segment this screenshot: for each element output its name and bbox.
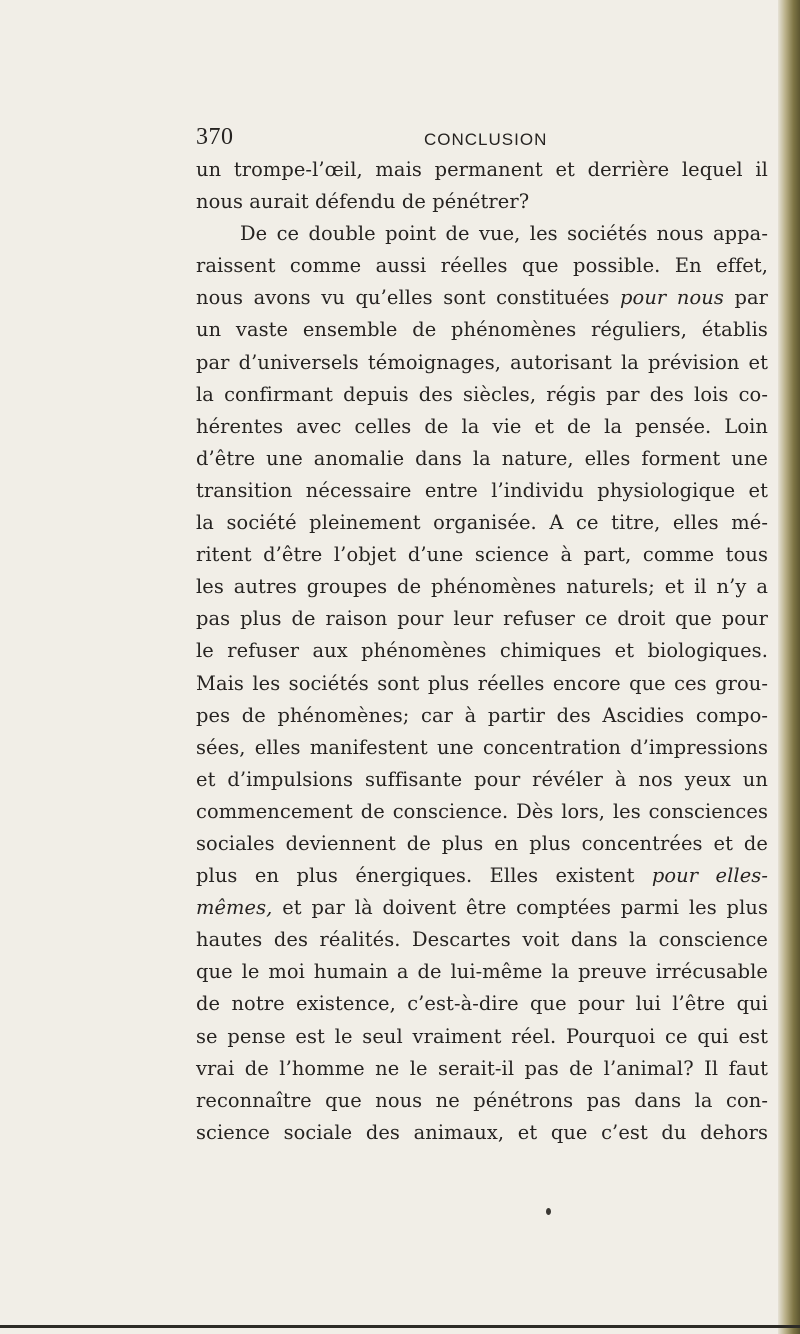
text-line: vrai de l’homme ne le serait-il pas de l’animal? Il faut (196, 1056, 768, 1080)
page-edge (778, 0, 800, 1334)
text-line: un trompe-l’œil, mais permanent et derrière lequel il (196, 158, 768, 181)
text-line: De ce double point de vue, les sociétés nous appa- (240, 222, 768, 246)
text-line: les autres groupes de phénomènes naturels; et il n’y a (196, 575, 768, 599)
text-line: Mais les sociétés sont plus réelles encore que ces grou- (196, 671, 768, 695)
text-line (196, 860, 768, 892)
text-segment: nous avons vu qu’elles sont constituées (196, 286, 610, 310)
text-line: se pense est le seul vraiment réel. Pourquoi ce qui est (196, 1024, 768, 1048)
text-line: d’être une anomalie dans la nature, elles forment une (196, 446, 768, 470)
text-line: la confirmant depuis des siècles, régis par des lois co- (196, 382, 768, 406)
text-line: sées, elles manifestent une concentration d’impressions (196, 735, 768, 759)
text-segment: plus en plus énergiques. Elles existent (196, 864, 635, 888)
text-line: reconnaître que nous ne pénétrons pas dans la con- (196, 1088, 768, 1112)
text-line: ritent d’être l’objet d’une science à part, comme tous (196, 543, 768, 567)
ink-speck (546, 1208, 551, 1215)
text-line: pas plus de raison pour leur refuser ce droit que pour (196, 607, 768, 631)
text-line: et d’impulsions suffisante pour révéler à nos yeux un (196, 767, 768, 791)
text-line: nous aurait défendu de pénétrer? (196, 190, 530, 214)
text-line: par d’universels témoignages, autorisant la prévision et (196, 350, 768, 374)
page-number: 370 (196, 124, 234, 150)
text-line: le refuser aux phénomènes chimiques et biologiques. (196, 639, 768, 663)
body-text (196, 154, 768, 1149)
text-line (196, 892, 768, 924)
text-line: que le moi humain a de lui-même la preuve irrécusable (196, 960, 768, 984)
text-line: sociales deviennent de plus en plus concentrées et de (196, 831, 768, 855)
italic-text: pour nous (620, 286, 724, 310)
text-segment: par (734, 286, 769, 310)
text-line: raissent comme aussi réelles que possible. En effet, (196, 254, 768, 278)
text-line: la société pleinement organisée. A ce titre, elles mé- (196, 511, 768, 535)
page-header (196, 124, 776, 152)
text-line: science sociale des animaux, et que c’est du dehors (196, 1120, 768, 1144)
text-line: hautes des réalités. Descartes voit dans la conscience (196, 928, 768, 952)
running-head: CONCLUSION (424, 130, 548, 149)
text-line: hérentes avec celles de la vie et de la pensée. Loin (196, 414, 768, 438)
text-line: commencement de conscience. Dès lors, les consciences (196, 799, 768, 823)
italic-text: mêmes, (196, 896, 273, 920)
text-line (196, 282, 768, 314)
text-line: de notre existence, c’est-à-dire que pour lui l’être qui (196, 992, 768, 1016)
text-line: transition nécessaire entre l’individu physiologique et (196, 478, 768, 502)
italic-text: pour elles- (651, 864, 769, 888)
text-segment: et par là doivent être comptées parmi les plus (282, 896, 769, 920)
page-bottom-edge (0, 1325, 800, 1328)
text-line: un vaste ensemble de phénomènes réguliers, établis (196, 318, 768, 342)
text-line: pes de phénomènes; car à partir des Ascidies compo- (196, 703, 768, 727)
